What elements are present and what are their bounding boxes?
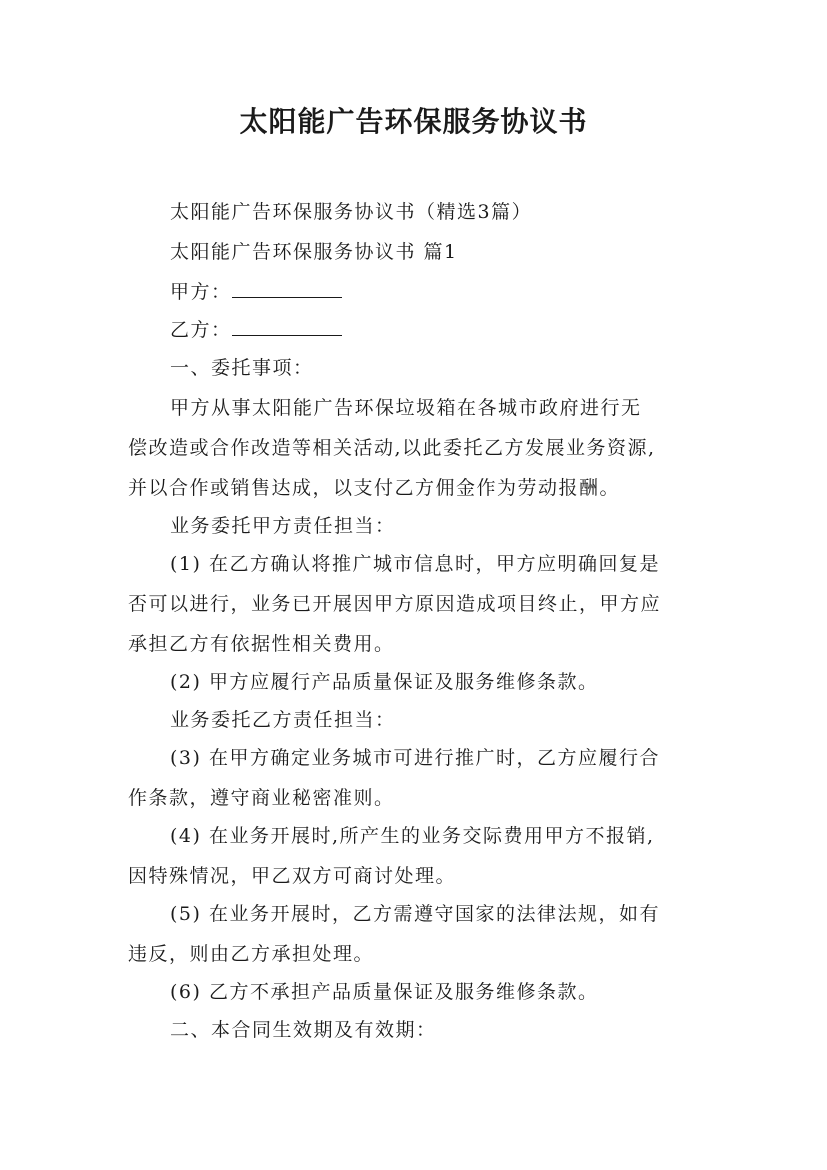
validity-heading: 二、本合同生效期及有效期： [170, 1019, 437, 1041]
party-b-line [170, 318, 746, 342]
clause3-line-1: (3) 在甲方确定业务城市可进行推广时，乙方应履行合 [170, 747, 660, 769]
clause1-line-3: 承担乙方有依据性相关费用。 [128, 633, 395, 655]
document-title: 太阳能广告环保服务协议书 [239, 105, 588, 138]
party-a-label: 甲方： [170, 281, 232, 303]
party-a-line [170, 280, 746, 304]
clause3-line-2: 作条款，遵守商业秘密准则。 [128, 787, 395, 809]
para1-line-2: 偿改造或合作改造等相关活动,以此委托乙方发展业务资源, [128, 437, 656, 459]
party-a-blank [232, 281, 342, 298]
clause1-line-1: (1) 在乙方确认将推广城市信息时，甲方应明确回复是 [170, 553, 660, 575]
clause2-line: (2) 甲方应履行产品质量保证及服务维修条款。 [170, 671, 599, 693]
intro-line: 太阳能广告环保服务协议书（精选3篇） [170, 201, 533, 223]
clause4-line-1: (4) 在业务开展时,所产生的业务交际费用甲方不报销, [170, 825, 655, 847]
section-heading: 太阳能广告环保服务协议书 篇1 [170, 241, 458, 263]
para1-line-1: 甲方从事太阳能广告环保垃圾箱在各城市政府进行无 [170, 397, 642, 419]
para1-line-3: 并以合作或销售达成，以支付乙方佣金作为劳动报酬。 [128, 477, 621, 499]
clause1-line-2: 否可以进行，业务已开展因甲方原因造成项目终止，甲方应 [128, 593, 662, 615]
party-b-duty-heading: 业务委托乙方责任担当： [170, 709, 396, 731]
items-heading: 一、委托事项： [170, 357, 314, 379]
party-b-label: 乙方： [170, 319, 232, 341]
clause5-line-2: 违反，则由乙方承担处理。 [128, 943, 375, 965]
party-a-duty-heading: 业务委托甲方责任担当： [170, 515, 396, 537]
clause4-line-2: 因特殊情况，甲乙双方可商讨处理。 [128, 865, 457, 887]
clause6-line: (6) 乙方不承担产品质量保证及服务维修条款。 [170, 981, 599, 1003]
clause5-line-1: (5) 在业务开展时，乙方需遵守国家的法律法规，如有 [170, 903, 660, 925]
party-b-blank [232, 319, 342, 336]
